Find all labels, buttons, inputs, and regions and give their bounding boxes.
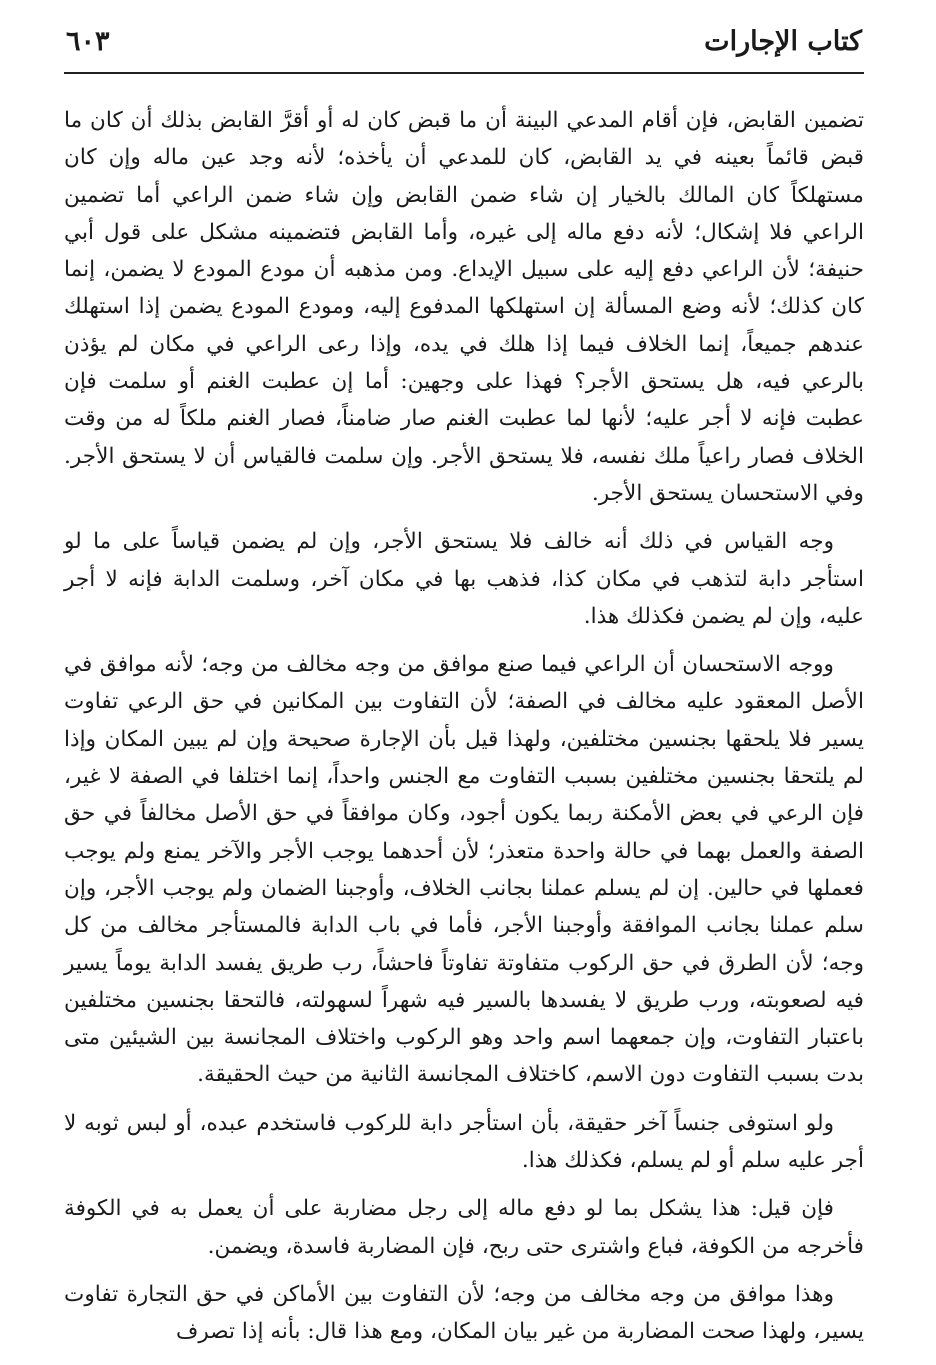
page-body (64, 102, 864, 1351)
page-header (64, 18, 864, 74)
paragraph: وهذا موافق من وجه مخالف من وجه؛ لأن التفاوت بين الأماكن في حق التجارة تفاوت يسير، ولهذا صحت المضاربة من غير بيان المكان، ومع هذا قال: بأنه إذا تصرف (64, 1281, 864, 1345)
paragraph: ووجه الاستحسان أن الراعي فيما صنع موافق من وجه مخالف من وجه؛ لأنه موافق في الأصل المعقود عليه مخالف في الصفة؛ لأن التفاوت بين المكانين في حق الرعي تفاوت يسير فلا يلحقها بجنسين مختلفين، ولهذا قيل بأن الإجارة صحيحة وإن لم يبين المكان وإذا لم يلتحقا بجنسين مختلفين بسبب التفاوت مع الجنس واحداً، إنما اختلفا في الصفة لا غير، فإن الرعي في بعض الأمكنة ربما يكون أجود، وكان موافقاً في حق الأصل مخالفاً في حق الصفة والعمل بهما في حالة واحدة متعذر؛ لأن أحدهما يوجب الأجر والآخر يمنع ولم يوجب فعملها في حالين. إن لم يسلم عملنا بجانب الخلاف، وأوجبنا الضمان ولم يوجب الأجر، وإن سلم عملنا بجانب الموافقة وأوجبنا الأجر، فأما في باب الدابة فالمستأجر مخالف من كل وجه؛ لأن الطرق في حق الركوب متفاوتة تفاوتاً فاحشاً، رب طريق يفسد الدابة يوماً يسير فيه لصعوبته، ورب طريق لا يفسدها بالسير فيه شهراً لسهولته، فالتحقا بجنسين مختلفين باعتبار التفاوت، وإن جمعهما اسم واحد وهو الركوب واختلاف المجانسة بين الشيئين متى بدت بسبب التفاوت دون الاسم، كاختلاف المجانسة الثانية من حيث الحقيقة. (64, 652, 864, 1088)
paragraph: تضمين القابض، فإن أقام المدعي البينة أن ما قبض كان له أو أقرَّ القابض بذلك أن كان ما قبض قائماً بعينه في يد القابض، كان للمدعي أن يأخذه؛ لأنه وجد عين ماله وإن كان مستهلكاً كان المالك بالخيار إن شاء ضمن القابض وإن شاء ضمن الراعي أما تضمين الراعي فلا إشكال؛ لأنه دفع ماله إلى غيره، وأما القابض فتضمينه مشكل على قول أبي حنيفة؛ لأن الراعي دفع إليه على سبيل الإيداع. ومن مذهبه أن مودع المودع لا يضمن، إنما كان كذلك؛ لأنه وضع المسألة إن استهلكها المدفوع إليه، ومودع المودع يضمن إذا استهلك عندهم جميعاً، إنما الخلاف فيما إذا هلك في يده، وإذا رعى الراعي في مكان لم يؤذن بالرعي فيه، هل يستحق الأجر؟ فهذا على وجهين: أما إن عطبت الغنم أو سلمت فإن عطبت فإنه لا أجر عليه؛ لأنها لما عطبت الغنم صار ضامناً، فصار الغنم ملكاً له من وقت الخلاف فصار راعياً ملك نفسه، فلا يستحق الأجر. وإن سلمت فالقياس أن لا يستحق الأجر. وفي الاستحسان يستحق الأجر. (64, 108, 864, 506)
paragraph: ولو استوفى جنساً آخر حقيقة، بأن استأجر دابة للركوب فاستخدم عبده، أو لبس ثوبه لا أجر عليه سلم أو لم يسلم، فكذلك هذا. (64, 1110, 864, 1174)
page-number: ٦٠٣ (66, 26, 110, 57)
document-page (64, 18, 864, 1362)
paragraph: فإن قيل: هذا يشكل بما لو دفع ماله إلى رجل مضاربة على أن يعمل به في الكوفة فأخرجه من الكوفة، فباع واشترى حتى ربح، فإن المضاربة فاسدة، ويضمن. (64, 1196, 864, 1259)
paragraph: وجه القياس في ذلك أنه خالف فلا يستحق الأجر، وإن لم يضمن قياساً على ما لو استأجر دابة لتذهب في مكان كذا، فذهب بها في مكان آخر، وسلمت الدابة فإنه لا أجر عليه، وإن لم يضمن فكذلك هذا. (64, 529, 864, 629)
chapter-title: كتاب الإجارات (704, 26, 862, 57)
